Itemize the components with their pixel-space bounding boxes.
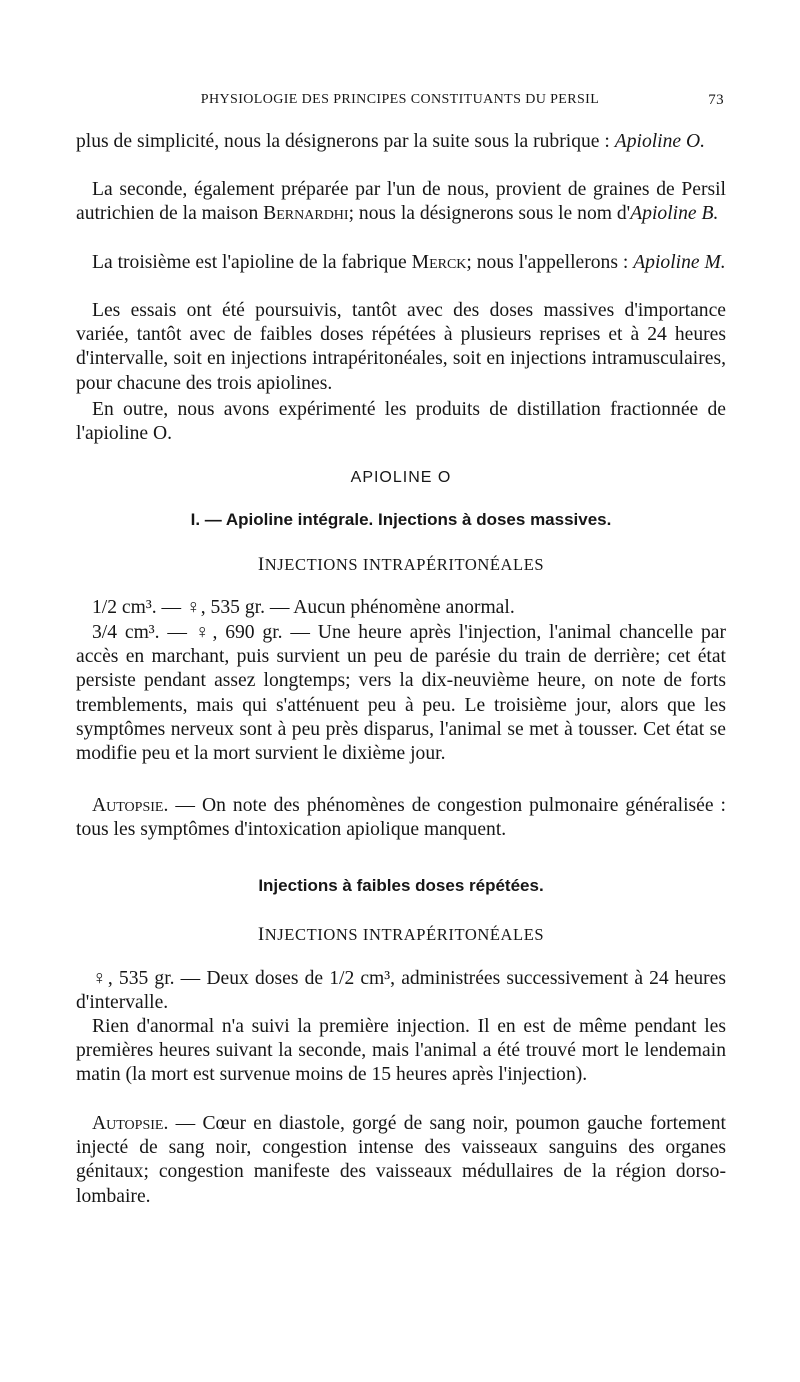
merck-name: Merck <box>411 252 467 273</box>
autopsy-2 <box>76 1112 726 1209</box>
apioline-m-term: Apioline M. <box>633 252 726 273</box>
experiment-3: ♀, 535 gr. — Deux doses de 1/2 cm³, administrées successivement à 24 heures d'intervalle. <box>76 968 726 1014</box>
intro-p2-pre: La seconde, également préparée par l'un de nous, provient de graines de Persil autrichien de la maison <box>76 179 726 225</box>
route-heading-1-rest: NJECTIONS INTRAPÉRITONÉALES <box>264 555 545 574</box>
intro-p1-text: plus de simplicité, nous la désignerons par la suite sous la rubrique : <box>76 131 615 152</box>
route-heading-2-initial: I <box>257 924 265 945</box>
experiment-2-dose: 3/4 cm³. <box>92 622 160 643</box>
running-head <box>0 90 800 112</box>
intro-paragraph-5: En outre, nous avons expérimenté les produits de distillation fractionnée de l'apioline O. <box>76 399 726 445</box>
intro-paragraph-3 <box>76 251 726 275</box>
apioline-b-term: Apioline B. <box>630 203 719 225</box>
route-heading-2-rest: NJECTIONS INTRAPÉRITONÉALES <box>264 925 545 944</box>
subheading-massive-doses: I. — Apioline intégrale. Injections à doses massives. <box>190 510 612 529</box>
intro-paragraph-1 <box>76 130 726 154</box>
section-heading-apioline-o: APIOLINE O <box>350 469 452 486</box>
bernardhi-name: Bernardhi <box>263 203 349 225</box>
intro-p3-pre: La troisième est l'apioline de la fabrique <box>92 252 412 273</box>
autopsy-2-label: Autopsie. <box>92 1113 169 1134</box>
route-heading-2 <box>76 924 726 946</box>
subheading-repeated-doses: Injections à faibles doses répétées. <box>258 876 544 895</box>
experiment-2-text: — ♀, 690 gr. — Une heure après l'injection, l'animal chancelle par accès en marchant, puis survient un peu de parésie du train de derrière; cet état persiste pendant assez longtemps; vers la dix-neuvième heure, on note de forts tremblements, mais qui s'atténuent peu à peu. Le troisième jour, alors que les symptômes nerveux sont à peu près disparus, l'animal se met à tousser. Cet état se modifie peu et la mort survient le dixième jour. <box>76 622 726 765</box>
autopsy-1-text: — On note des phénomènes de congestion pulmonaire généralisée : tous les symptômes d'intoxication apiolique manquent. <box>76 795 726 841</box>
intro-paragraph-4: Les essais ont été poursuivis, tantôt avec des doses massives d'importance variée, tantôt avec de faibles doses répétées à plusieurs reprises et à 24 heures d'intervalle, soit en injections intrapéritonéales, soit en injections intramusculaires, pour chacune des trois apiolines. <box>76 300 726 394</box>
observation-paragraph: Rien d'anormal n'a suivi la première injection. Il en est de même pendant les premières heures suivant la seconde, mais l'animal a été trouvé mort le lendemain matin (la mort est survenue moins de 15 heures après l'injection). <box>76 1016 726 1086</box>
intro-p2-mid: ; nous la désignerons sous le nom d' <box>348 203 631 225</box>
experiment-1-text: — ♀, 535 gr. — Aucun phénomène anormal. <box>156 597 515 618</box>
autopsy-2-text: — Cœur en diastole, gorgé de sang noir, poumon gauche fortement injecté de sang noir, congestion intense des vaisseaux sanguins des organes génitaux; congestion manifeste des vaisseaux médullaires de la région dorso-lombaire. <box>76 1113 726 1207</box>
intro-paragraph-2 <box>76 178 726 226</box>
experiment-1-dose: 1/2 cm³. <box>92 597 157 618</box>
route-heading-1 <box>76 554 726 576</box>
running-head-title: PHYSIOLOGIE DES PRINCIPES CONSTITUANTS DU PERSIL <box>200 92 600 107</box>
experiment-1 <box>76 596 726 620</box>
page-number: 73 <box>708 92 724 108</box>
apioline-o-term: Apioline O. <box>614 131 706 152</box>
experiment-2 <box>76 621 726 766</box>
intro-p3-mid: ; nous l'appellerons : <box>466 252 634 273</box>
autopsy-1-label: Autopsie. <box>92 795 169 816</box>
route-heading-1-initial: I <box>257 554 265 575</box>
autopsy-1 <box>76 794 726 842</box>
